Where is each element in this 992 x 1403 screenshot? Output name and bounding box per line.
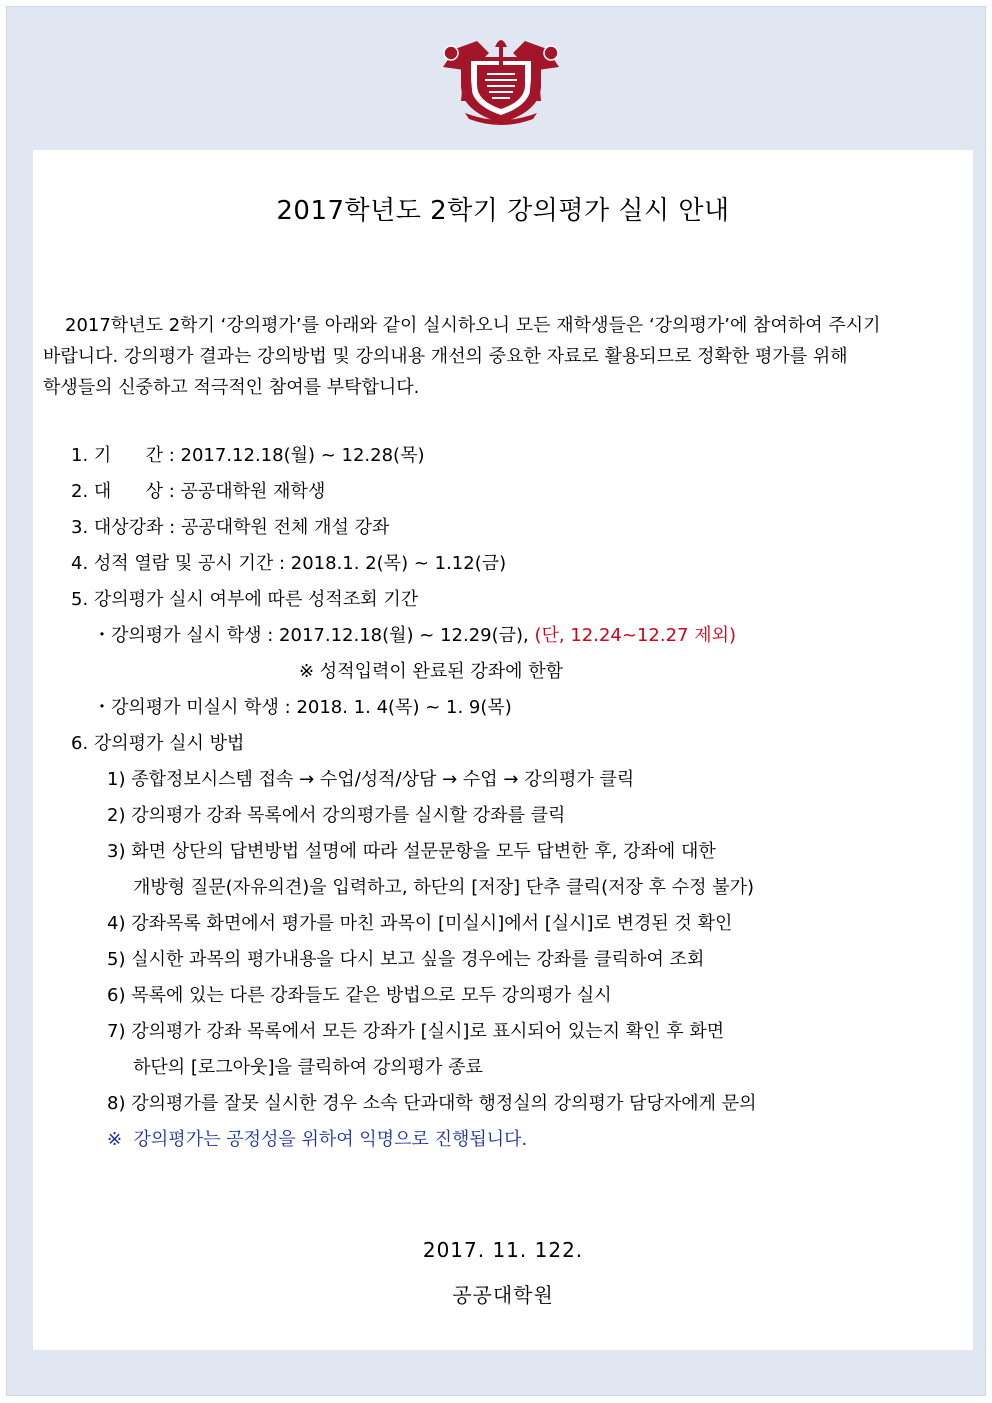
item-grade-period: 4. 성적 열람 및 공시 기간 : 2018.1. 2(목) ~ 1.12(금) [71, 553, 507, 574]
university-crest-icon [437, 31, 565, 125]
step-6: 6) 목록에 있는 다른 강좌들도 같은 방법으로 모두 강의평가 실시 [107, 985, 612, 1006]
step-3-cont: 개방형 질문(자유의견)을 입력하고, 하단의 [저장] 단추 클릭(저장 후 수정 불가) [133, 877, 754, 898]
step-5: 5) 실시한 과목의 평가내용을 다시 보고 싶을 경우에는 강좌를 클릭하여 조회 [107, 949, 705, 970]
item-grade-check: 5. 강의평가 실시 여부에 따른 성적조회 기간 [71, 589, 419, 610]
intro-paragraph [43, 310, 963, 403]
issuing-organization: 공공대학원 [452, 1283, 554, 1307]
done-students-text: ・강의평가 실시 학생 : 2017.12.18(월) ~ 12.29(금), [93, 625, 535, 646]
step-2: 2) 강의평가 강좌 목록에서 강의평가를 실시할 강좌를 클릭 [107, 805, 566, 826]
intro-line: 바랍니다. 강의평가 결과는 강의방법 및 강의내용 개선의 중요한 자료로 활용되므로 정확한 평가를 위해 [43, 346, 848, 367]
item-period: 1. 기 간 : 2017.12.18(월) ~ 12.28(목) [71, 445, 425, 466]
intro-line: 학생들의 신중하고 적극적인 참여를 부탁합니다. [43, 377, 420, 398]
not-done-students-line: ・강의평가 미실시 학생 : 2018. 1. 4(목) ~ 1. 9(목) [93, 697, 512, 718]
step-1: 1) 종합정보시스템 접속 → 수업/성적/상담 → 수업 → 강의평가 클릭 [107, 769, 635, 790]
item-courses: 3. 대상강좌 : 공공대학원 전체 개설 강좌 [71, 517, 390, 538]
step-8: 8) 강의평가를 잘못 실시한 경우 소속 단과대학 행정실의 강의평가 담당자에게 문의 [107, 1093, 757, 1114]
grade-input-note: ※ 성적입력이 완료된 강좌에 한함 [299, 661, 564, 682]
intro-line: 2017학년도 2학기 ‘강의평가’를 아래와 같이 실시하오니 모든 재학생들은 ‘강의평가’에 참여하여 주시기 [65, 315, 881, 336]
step-7-cont: 하단의 [로그아웃]을 클릭하여 강의평가 종료 [133, 1057, 483, 1078]
anonymity-notice: ※ 강의평가는 공정성을 위하여 익명으로 진행됩니다. [107, 1129, 528, 1150]
step-3: 3) 화면 상단의 답변방법 설명에 따라 설문문항을 모두 답변한 후, 강좌에 대한 [107, 841, 716, 862]
notice-date: 2017. 11. 122. [422, 1238, 584, 1262]
item-method: 6. 강의평가 실시 방법 [71, 733, 245, 754]
done-students-line [93, 624, 736, 648]
notice-sheet [33, 150, 973, 1350]
exclusion-note: (단, 12.24~12.27 제외) [534, 625, 737, 646]
item-target: 2. 대 상 : 공공대학원 재학생 [71, 481, 326, 502]
step-4: 4) 강좌목록 화면에서 평가를 마친 과목이 [미실시]에서 [실시]로 변경된 것 확인 [107, 913, 733, 934]
page-frame [6, 6, 986, 1396]
page-title: 2017학년도 2학기 강의평가 실시 안내 [276, 196, 730, 226]
step-7: 7) 강의평가 강좌 목록에서 모든 강좌가 [실시]로 표시되어 있는지 확인 후 화면 [107, 1021, 725, 1042]
